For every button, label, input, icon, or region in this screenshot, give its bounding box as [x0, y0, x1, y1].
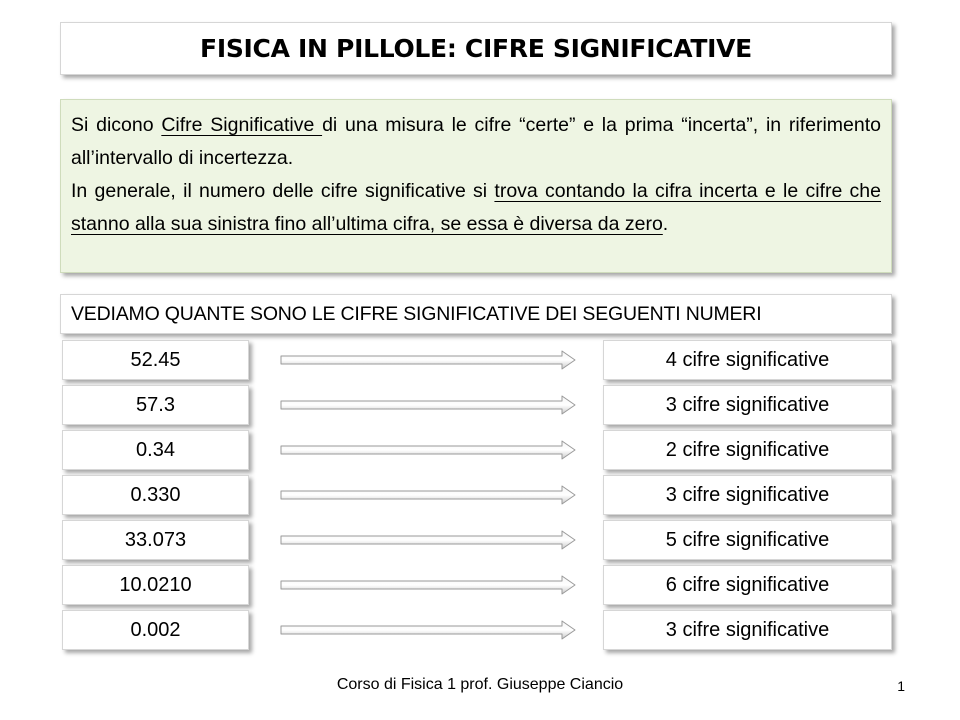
page-title: FISICA IN PILLOLE: CIFRE SIGNIFICATIVE	[200, 34, 752, 63]
number-box	[62, 385, 249, 425]
result-value: 3 cifre significative	[665, 393, 830, 416]
result-box	[603, 430, 892, 470]
intro-box	[60, 294, 892, 334]
result-value: 4 cifre significative	[665, 348, 830, 371]
number-value: 33.073	[124, 528, 187, 551]
definition-text: Si dicono	[71, 114, 162, 136]
result-value: 3 cifre significative	[665, 618, 830, 641]
result-box	[603, 340, 892, 380]
intro-text: VEDIAMO QUANTE SONO LE CIFRE SIGNIFICATIVE DEI SEGUENTI NUMERI	[71, 302, 762, 325]
number-box	[62, 340, 249, 380]
result-value: 3 cifre significative	[665, 483, 830, 506]
definition-rule-underlined: trova contando la cifra incerta e le cifre che stanno alla sua sinistra fino all’ultima cifra, se essa è diversa da zero	[71, 180, 881, 235]
result-box	[603, 520, 892, 560]
number-box	[62, 520, 249, 560]
arrow-right-icon	[278, 348, 580, 372]
definition-box	[60, 99, 892, 273]
title-box	[60, 22, 892, 75]
number-box	[62, 430, 249, 470]
result-box	[603, 385, 892, 425]
result-value: 6 cifre significative	[665, 573, 830, 596]
arrow-right-icon	[278, 438, 580, 462]
number-box	[62, 610, 249, 650]
arrow-right-icon	[278, 528, 580, 552]
arrow-right-icon	[278, 483, 580, 507]
definition-text: di una misura le cifre “certe” e la prima “incerta”, in riferimento all’intervallo di incertezza.	[71, 114, 881, 169]
result-value: 2 cifre significative	[665, 438, 830, 461]
definition-paragraph-2	[71, 175, 881, 241]
page-number: 1	[897, 678, 905, 694]
number-box	[62, 475, 249, 515]
number-value: 0.330	[130, 483, 181, 506]
footer-text: Corso di Fisica 1 prof. Giuseppe Ciancio	[336, 676, 624, 693]
definition-text: .	[662, 213, 669, 235]
number-value: 52.45	[130, 348, 181, 371]
result-box	[603, 565, 892, 605]
result-box	[603, 610, 892, 650]
number-box	[62, 565, 249, 605]
arrow-right-icon	[278, 618, 580, 642]
arrow-right-icon	[278, 573, 580, 597]
result-value: 5 cifre significative	[665, 528, 830, 551]
number-value: 0.002	[130, 618, 181, 641]
number-value: 10.0210	[119, 573, 192, 596]
arrow-right-icon	[278, 393, 580, 417]
number-value: 0.34	[136, 438, 175, 461]
definition-term-underlined: Cifre Significative	[161, 114, 323, 136]
definition-text: In generale, il numero delle cifre significative si	[71, 180, 495, 202]
definition-paragraph-1	[71, 109, 881, 175]
number-value: 57.3	[136, 393, 175, 416]
result-box	[603, 475, 892, 515]
